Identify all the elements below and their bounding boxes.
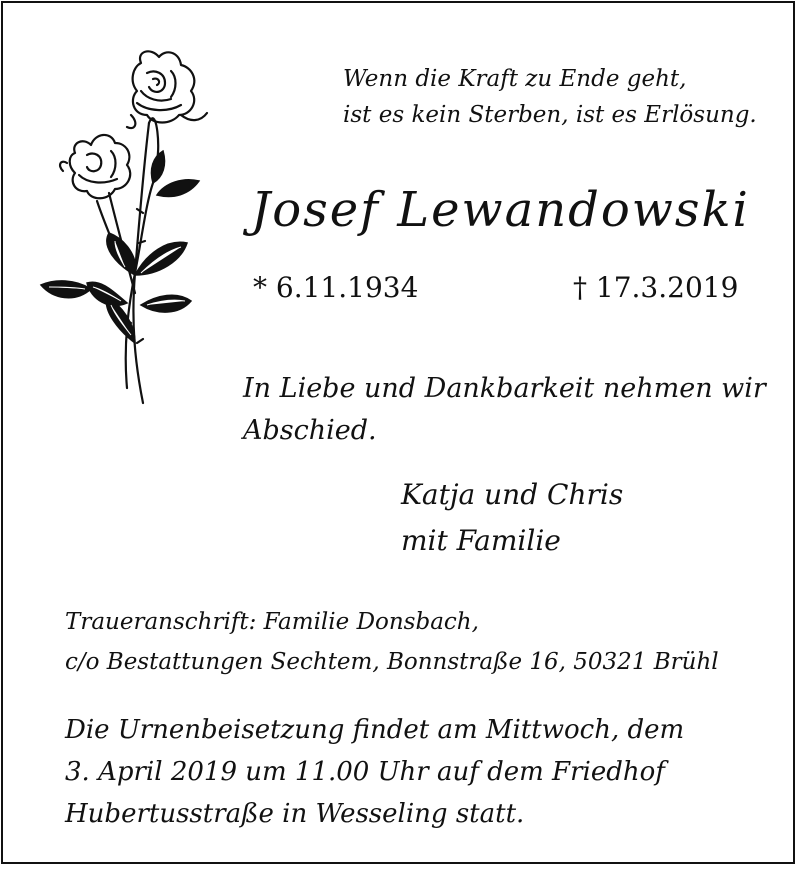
farewell-line-1: In Liebe und Dankbarkeit nehmen wir — [243, 373, 766, 404]
mourning-address-line-2: c/o Bestattungen Sechtem, Bonnstraße 16, 50321 Brühl — [65, 649, 719, 675]
funeral-info-line-3: Hubertusstraße in Wesseling statt. — [65, 799, 525, 829]
roses-icon — [31, 43, 221, 408]
motto-line-2: ist es kein Sterben, ist es Erlösung. — [343, 102, 757, 128]
motto-line-1: Wenn die Kraft zu Ende geht, — [343, 66, 687, 92]
funeral-info-line-1: Die Urnenbeisetzung findet am Mittwoch, dem — [65, 715, 685, 745]
deceased-name: Josef Lewandowski — [251, 182, 750, 238]
mourning-address-line-1: Traueranschrift: Familie Donsbach, — [65, 609, 479, 635]
death-date: † 17.3.2019 — [573, 271, 739, 304]
signature-line-2: mit Familie — [401, 524, 561, 557]
signature-line-1: Katja und Chris — [401, 478, 624, 511]
farewell-line-2: Abschied. — [243, 415, 377, 446]
birth-date: * 6.11.1934 — [253, 271, 419, 304]
obituary-frame — [1, 1, 795, 864]
funeral-info-line-2: 3. April 2019 um 11.00 Uhr auf dem Friedhof — [65, 757, 665, 787]
